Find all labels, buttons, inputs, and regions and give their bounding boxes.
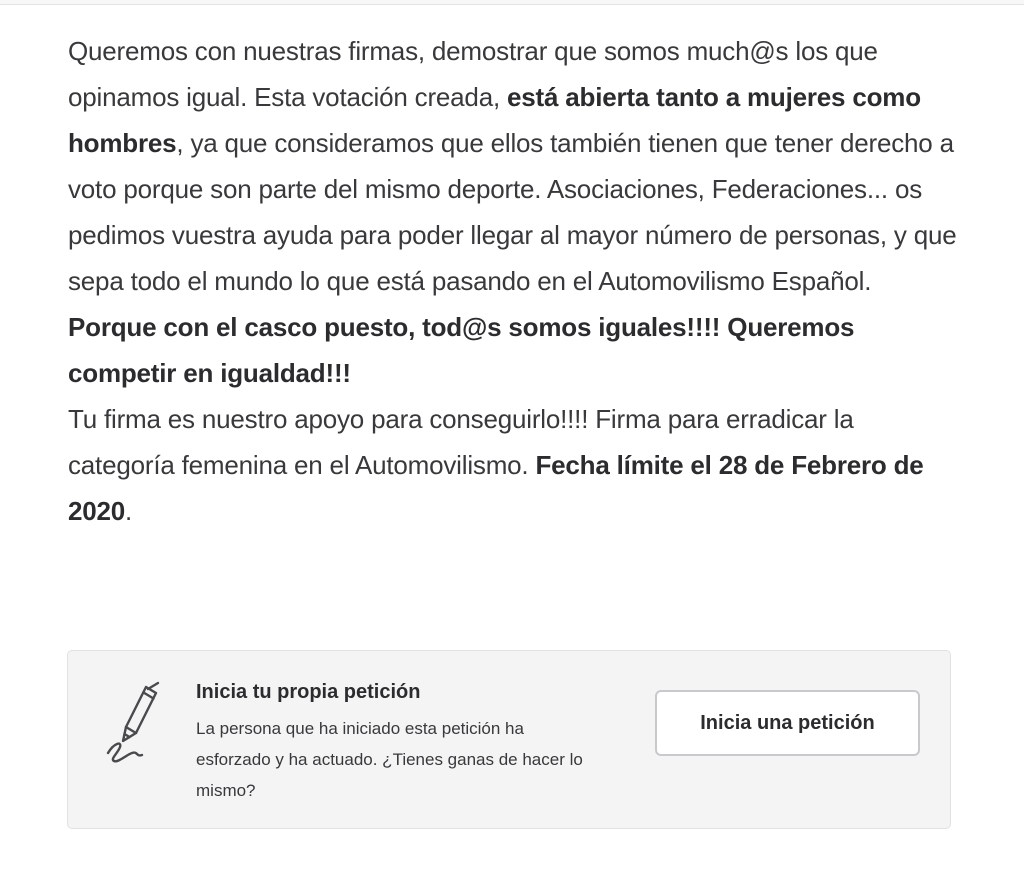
description-emphasis: está abierta tanto a mujeres como hombres bbox=[68, 82, 921, 158]
start-petition-button[interactable]: Inicia una petición bbox=[655, 690, 920, 756]
deadline-emphasis: Fecha límite el 28 de Febrero de 2020 bbox=[68, 450, 924, 526]
description-text: Queremos con nuestras firmas, demostrar que somos much@s los que opinamos igual. Esta votación creada, bbox=[68, 36, 878, 112]
description-emphasis: Porque con el casco puesto, tod@s somos iguales!!!! Queremos competir en igualdad!!! bbox=[68, 312, 855, 388]
description-paragraph-2 bbox=[68, 396, 958, 534]
promo-description: La persona que ha iniciado esta petición ha esforzado y ha actuado. ¿Tienes ganas de hacer lo mismo? bbox=[196, 719, 583, 800]
promo-title: Inicia tu propia petición bbox=[196, 681, 421, 703]
description-text: . bbox=[125, 496, 133, 526]
top-divider bbox=[0, 0, 1024, 5]
description-text: Tu firma es nuestro apoyo para conseguirlo!!!! Firma para erradicar la categoría femenina en el Automovilismo. bbox=[68, 404, 854, 480]
start-petition-promo bbox=[67, 650, 951, 829]
description-text: , ya que consideramos que ellos también tienen que tener derecho a voto porque son parte del mismo deporte. Asociaciones, Federaciones... os pedimos vuestra ayuda para poder llegar al mayor número de personas, y que sepa todo el mundo lo que está pasando en el Automovilismo Español. bbox=[68, 128, 957, 296]
petition-description bbox=[68, 28, 958, 534]
pen-signature-icon bbox=[102, 681, 166, 765]
description-paragraph-1 bbox=[68, 28, 958, 396]
